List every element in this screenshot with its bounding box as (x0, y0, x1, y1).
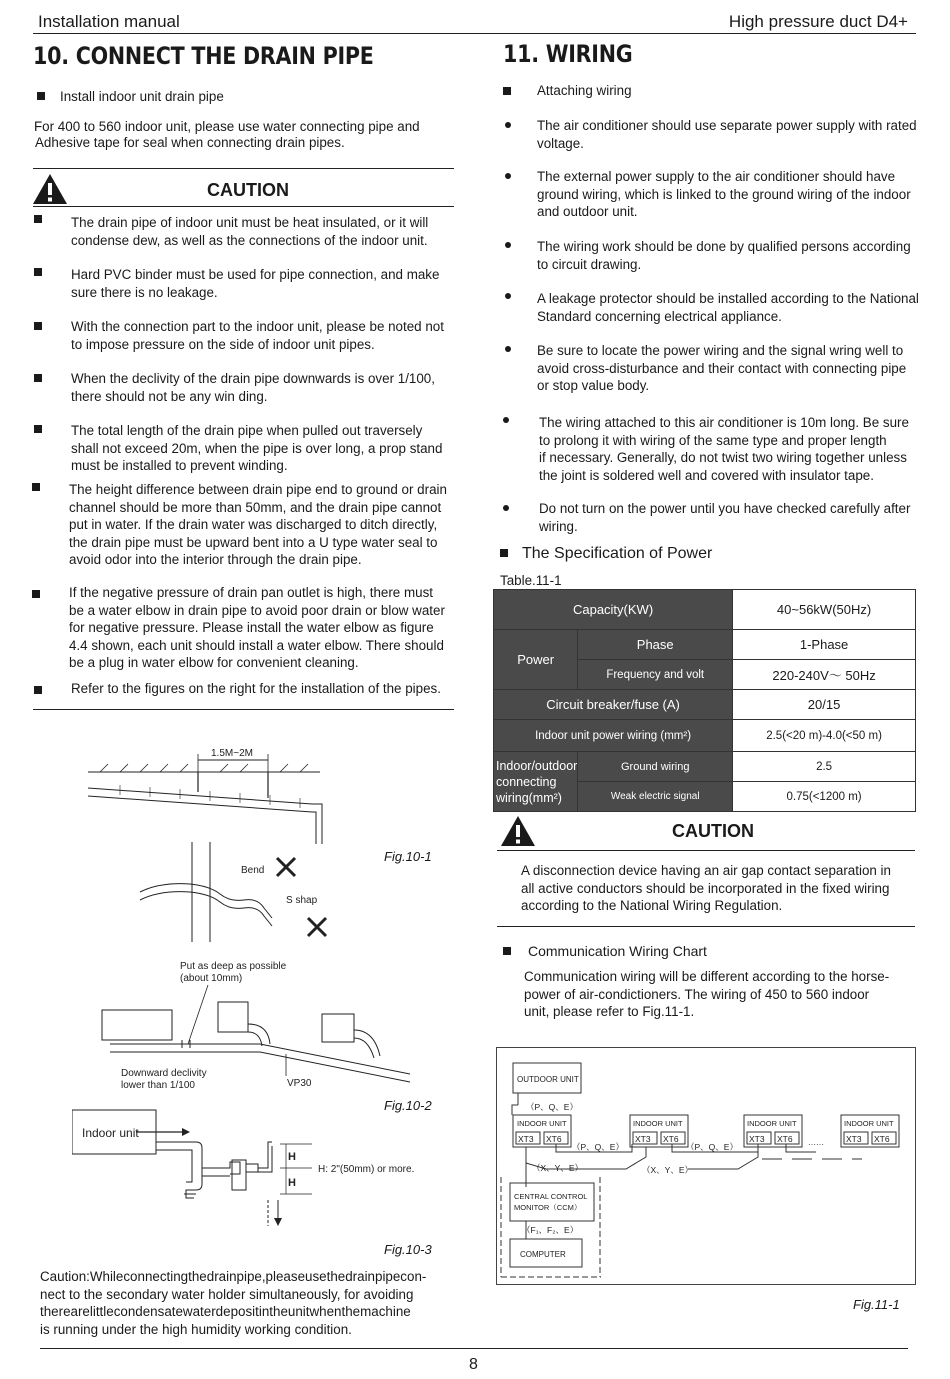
spec-heading: The Specification of Power (522, 545, 713, 562)
cell-ground-value: 2.5 (733, 752, 916, 782)
wc-xt3-3: XT3 (749, 1134, 765, 1144)
fig1-sshap: S shap (286, 895, 318, 906)
bullet-dot (505, 242, 511, 248)
fig2-declivity-1: Downward declivity (121, 1068, 207, 1079)
bullet-square (34, 215, 42, 223)
cell-breaker-label: Circuit breaker/fuse (A) (494, 690, 733, 720)
wc-indoor-1: INDOOR UNIT (517, 1119, 567, 1128)
header-rule (33, 33, 916, 34)
wc-pqe-1: （P、Q、E） (526, 1102, 578, 1112)
wc-ccm-2: MONITOR（CCM） (514, 1203, 582, 1212)
caution-rule-right (497, 850, 915, 851)
fig-10-3-label: Fig.10-3 (384, 1242, 432, 1257)
bullet-dot (503, 505, 509, 511)
wiring-bullet: Do not turn on the power until you have checked carefully after wiring. (539, 501, 911, 534)
table-label: Table.11-1 (500, 573, 562, 588)
fig3-h-upper: H (288, 1151, 296, 1163)
wc-xt3-4: XT3 (846, 1134, 862, 1144)
cell-power-label: Power (494, 630, 578, 690)
cell-weak-value: 0.75(<1200 m) (733, 782, 916, 812)
header-left: Installation manual (38, 12, 180, 31)
caution-item: With the connection part to the indoor unit, please be noted not to impose pressure on the side of indoor unit pipes. (71, 319, 444, 352)
wc-xt3-2: XT3 (635, 1134, 651, 1144)
cell-phase-value: 1-Phase (733, 630, 916, 660)
cell-indoor-wiring-label: Indoor unit power wiring (mm²) (494, 720, 733, 752)
page-number: 8 (469, 1356, 478, 1373)
wc-xt6-3: XT6 (777, 1134, 793, 1144)
bullet-dot (505, 173, 511, 179)
cell-phase-label: Phase (578, 630, 733, 660)
cell-breaker-value: 20/15 (733, 690, 916, 720)
cell-capacity-label: Capacity(KW) (494, 590, 733, 630)
comm-text: Communication wiring will be different according to the horse- power of air-condictioners. The wiring of 450 to 560 indoor unit, please refer to Fig.11-1. (524, 969, 890, 1019)
fig3-h-lower: H (288, 1177, 296, 1189)
cell-indoor-wiring-value: 2.5(<20 m)-4.0(<50 m) (733, 720, 916, 752)
communication-wiring-chart (496, 1047, 916, 1285)
wc-xye-1: （X、Y、E） (532, 1163, 584, 1173)
cell-ground-label: Ground wiring (578, 752, 733, 782)
wc-xt6-4: XT6 (874, 1134, 890, 1144)
section-11-title: 11. WIRING (503, 40, 633, 68)
header-right: High pressure duct D4+ (728, 12, 908, 31)
power-spec-table (493, 589, 916, 812)
wc-fe: （F₁、F₂、E） (522, 1225, 579, 1235)
cell-capacity-value: 40~56kW(50Hz) (733, 590, 916, 630)
caution-rule-right-bottom (497, 926, 915, 927)
wiring-bullet: The wiring attached to this air conditioner is 10m long. Be sure to prolong it with wiring of the same type and proper length if necessary. Generally, do not twist two wiring together unless the joint is soldered well and covered with insulator tape. (539, 415, 909, 483)
fig1-bend: Bend (241, 865, 265, 876)
bullet-dot (505, 122, 511, 128)
wc-pqe-3: （P、Q、E） (686, 1142, 738, 1152)
caution-item: The total length of the drain pipe when pulled out traversely shall not exceed 20m, when the pipe is over long, a prop stand must be installed to prevent winding. (71, 423, 443, 473)
wc-outdoor: OUTDOOR UNIT (517, 1075, 579, 1084)
warning-triangle-icon (32, 173, 68, 205)
wc-ccm-1: CENTRAL CONTROL (514, 1192, 588, 1201)
bullet-square (34, 268, 42, 276)
bullet-dot (505, 346, 511, 352)
drain-subheading: Install indoor unit drain pipe (60, 89, 224, 104)
caution-rule-sub (33, 206, 454, 207)
fig1-dim: 1.5M~2M (211, 748, 253, 759)
wiring-bullet: The wiring work should be done by qualified persons according to circuit drawing. (537, 239, 911, 272)
wc-xye-2: （X、Y、E） (642, 1165, 694, 1175)
wc-xt3-1: XT3 (518, 1134, 534, 1144)
caution-item: If the negative pressure of drain pan outlet is high, there must be a water elbow in drain pipe to avoid poor drain or blow water for negative pressure. Please install the water elbow as figure 4.4 shown, each unit should install a water elbow. There should be a plug in water elbow for convenient cleaning. (69, 585, 445, 670)
section-10-title: 10. CONNECT THE DRAIN PIPE (33, 42, 374, 70)
fig-10-3-diagram (72, 1108, 432, 1228)
bullet-square (503, 947, 511, 955)
fig-10-2-diagram (90, 958, 420, 1090)
footer-rule (40, 1348, 908, 1349)
wc-indoor-2: INDOOR UNIT (633, 1119, 683, 1128)
caution-title-left: CAUTION (207, 180, 289, 200)
caution-title-right: CAUTION (672, 821, 754, 841)
fig-10-1-label: Fig.10-1 (384, 849, 432, 864)
fig3-note: H: 2"(50mm) or more. (318, 1164, 415, 1175)
wc-computer: COMPUTER (520, 1250, 566, 1259)
bullet-square (34, 322, 42, 330)
bullet-square (34, 425, 42, 433)
intro-line-2: Adhesive tape for seal when connecting drain pipes. (35, 135, 345, 150)
wc-indoor-4: INDOOR UNIT (844, 1119, 894, 1128)
wiring-bullet: The air conditioner should use separate power supply with rated voltage. (537, 118, 917, 151)
bullet-square (34, 374, 42, 382)
bullet-square (32, 590, 40, 598)
wc-pqe-2: （P、Q、E） (572, 1142, 624, 1152)
intro-line-1: For 400 to 560 indoor unit, please use water connecting pipe and (34, 119, 420, 134)
caution-text-right: A disconnection device having an air gap contact separation in all active conductors should be incorporated in the fixed wiring according to the National Wiring Regulation. (521, 863, 891, 913)
caution-item: The drain pipe of indoor unit must be heat insulated, or it will condense dew, as well as the connections of the indoor unit. (71, 215, 429, 248)
warning-triangle-icon (500, 815, 536, 847)
caution-item: When the declivity of the drain pipe downwards is over 1/100, there should not be any win ding. (71, 371, 435, 404)
bullet-dot (503, 417, 509, 423)
bullet-square (34, 686, 42, 694)
bullet-square (500, 549, 508, 557)
wc-indoor-3: INDOOR UNIT (747, 1119, 797, 1128)
cell-freq-value: 220-240V～ 50Hz (733, 660, 916, 690)
fig-10-1-diagram (80, 742, 340, 942)
wc-xt6-1: XT6 (546, 1134, 562, 1144)
fig-10-2-label: Fig.10-2 (384, 1098, 432, 1113)
caution-item: The height difference between drain pipe end to ground or drain channel should be more than 50mm, and the drain pipe cannot put in water. If the drain water was discharged to ditch directly, the drain pipe must be upward bent into a U type water seal to avoid odor into the interior through the drain pipe. (69, 482, 447, 567)
caution-item: Refer to the figures on the right for the installation of the pipes. (71, 681, 441, 696)
fig2-deep-1: Put as deep as possible (180, 961, 287, 972)
fig2-deep-2: (about 10mm) (180, 973, 243, 984)
bullet-dot (505, 293, 511, 299)
caution-rule-top (33, 168, 454, 169)
cell-weak-label: Weak electric signal (578, 782, 733, 812)
wiring-bullet: Be sure to locate the power wiring and the signal wring well to avoid cross-disturbance and their contact with connecting pipe or stop value body. (537, 343, 907, 393)
wc-dots: ······ (808, 1140, 824, 1149)
fig-11-1-label: Fig.11-1 (853, 1297, 900, 1312)
bullet-square (503, 87, 511, 95)
fig2-declivity-2: lower than 1/100 (121, 1080, 195, 1090)
bullet-square (32, 483, 40, 491)
caution-rule-bottom (33, 709, 454, 710)
bullet-square (37, 92, 45, 100)
wiring-subheading: Attaching wiring (537, 83, 632, 98)
wiring-bullet: The external power supply to the air conditioner should have ground wiring, which is linked to the ground wiring of the indoor and outdoor unit. (537, 169, 911, 219)
wiring-bullet: A leakage protector should be installed according to the National Standard concerning electrical appliance. (537, 291, 919, 324)
cell-io-label: Indoor/outdoor connecting wiring(mm²) (494, 752, 578, 812)
bottom-caution-text: Caution:Whileconnectingthedrainpipe,pleaseusethedrainpipecon- nect to the secondary water holder simultaneously, for avoiding therearelittlecondensatewaterdepositintheunitwhenthemachine is running under the high humidity working condition. (40, 1269, 427, 1337)
fig2-vp30: VP30 (287, 1078, 312, 1089)
wc-xt6-2: XT6 (663, 1134, 679, 1144)
caution-item: Hard PVC binder must be used for pipe connection, and make sure there is no leakage. (71, 267, 440, 300)
cell-freq-label: Frequency and volt (578, 660, 733, 690)
comm-heading: Communication Wiring Chart (528, 943, 707, 959)
fig3-indoor-label: Indoor unit (82, 1126, 139, 1140)
